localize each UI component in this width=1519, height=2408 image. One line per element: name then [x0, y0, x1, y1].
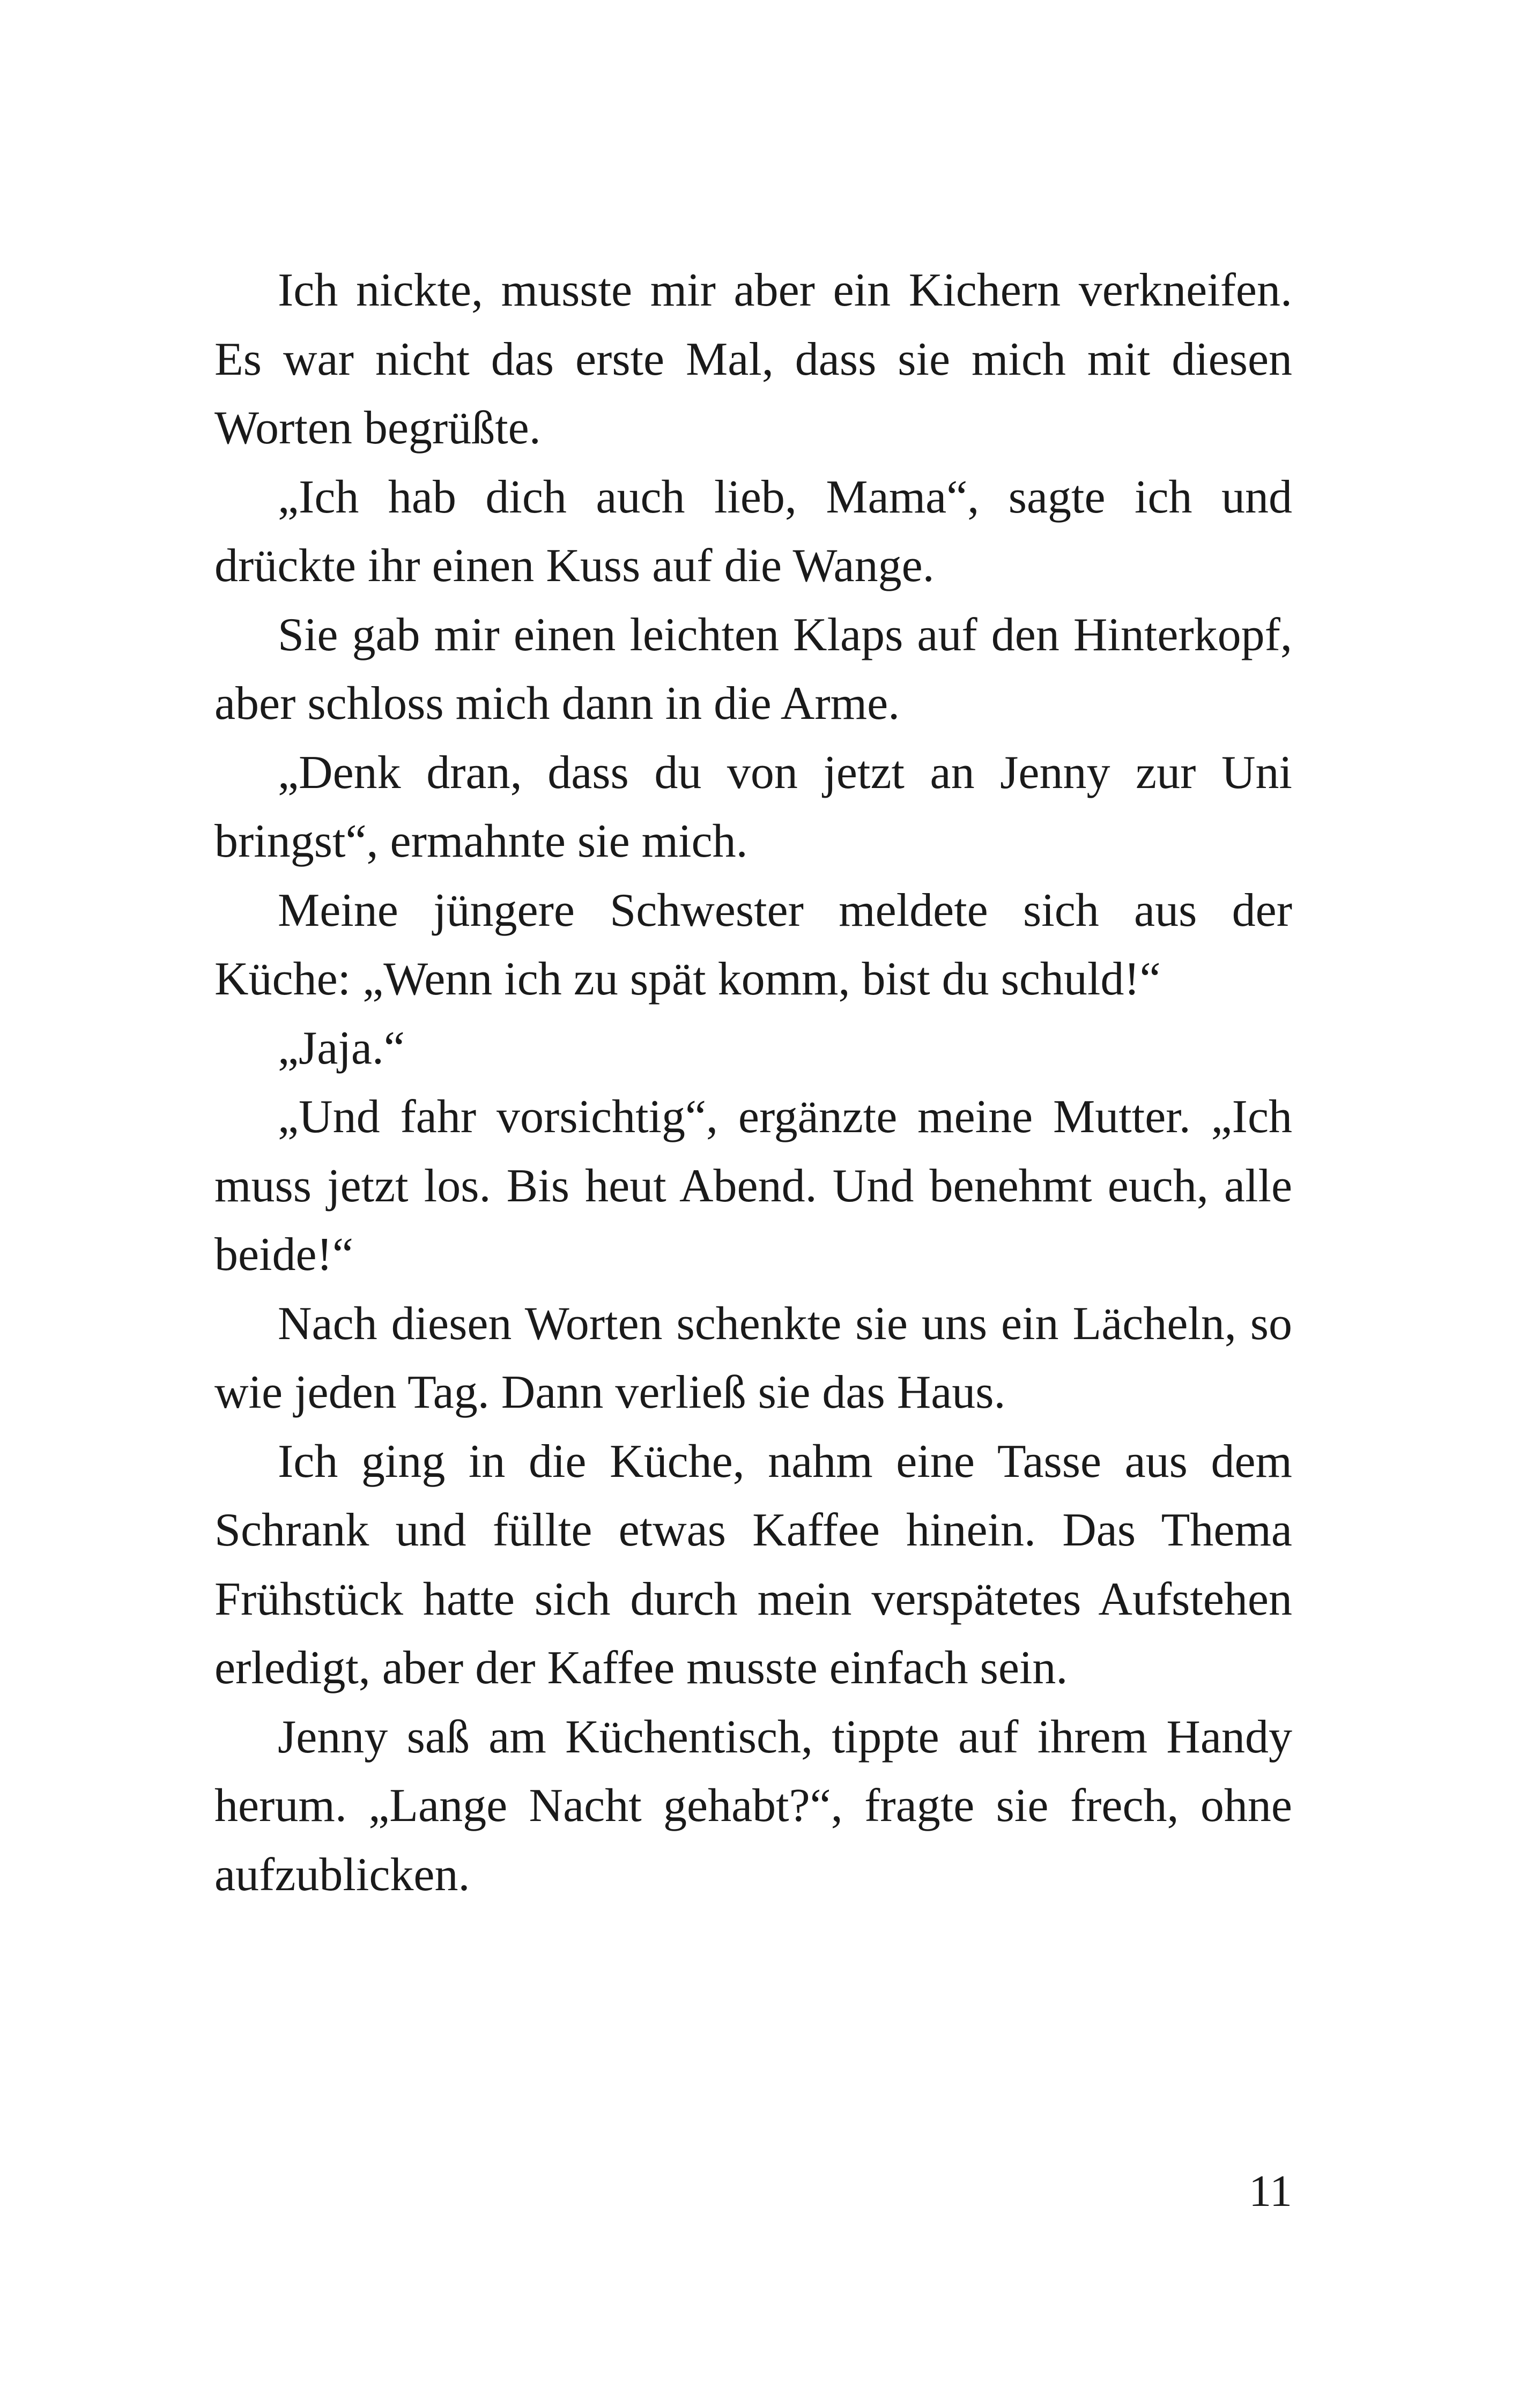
- paragraph: „Und fahr vorsichtig“, ergänzte meine Mutter. „Ich muss jetzt los. Bis heut Abend. Und benehmt euch, alle beide!“: [214, 1091, 1292, 1281]
- paragraph: Ich ging in die Küche, nahm eine Tasse aus dem Schrank und füllte etwas Kaffee hinein. Das Thema Frühstück hatte sich durch mein verspätetes Aufstehen erledigt, aber der Kaffee musste einfach sein.: [214, 1435, 1292, 1694]
- paragraph: Nach diesen Worten schenkte sie uns ein Lächeln, so wie jeden Tag. Dann verließ sie das Haus.: [214, 1297, 1292, 1418]
- paragraph: Ich nickte, musste mir aber ein Kichern verkneifen. Es war nicht das erste Mal, dass sie mich mit diesen Worten begrüßte.: [214, 264, 1292, 454]
- page-number: 11: [1249, 2166, 1292, 2216]
- paragraph: „Jaja.“: [278, 1022, 405, 1074]
- paragraph: „Denk dran, dass du von jetzt an Jenny zur Uni bringst“, ermahnte sie mich.: [214, 746, 1292, 867]
- paragraph: Jenny saß am Küchentisch, tippte auf ihrem Handy herum. „Lange Nacht gehabt?“, fragte sie frech, ohne aufzublicken.: [214, 1711, 1292, 1901]
- paragraph: „Ich hab dich auch lieb, Mama“, sagte ich und drückte ihr einen Kuss auf die Wange.: [214, 471, 1292, 592]
- paragraph: Sie gab mir einen leichten Klaps auf den Hinterkopf, aber schloss mich dann in die Arme.: [214, 608, 1292, 730]
- paragraph: Meine jüngere Schwester meldete sich aus der Küche: „Wenn ich zu spät komm, bist du schuld!“: [214, 884, 1292, 1005]
- body-text: [214, 256, 1292, 1909]
